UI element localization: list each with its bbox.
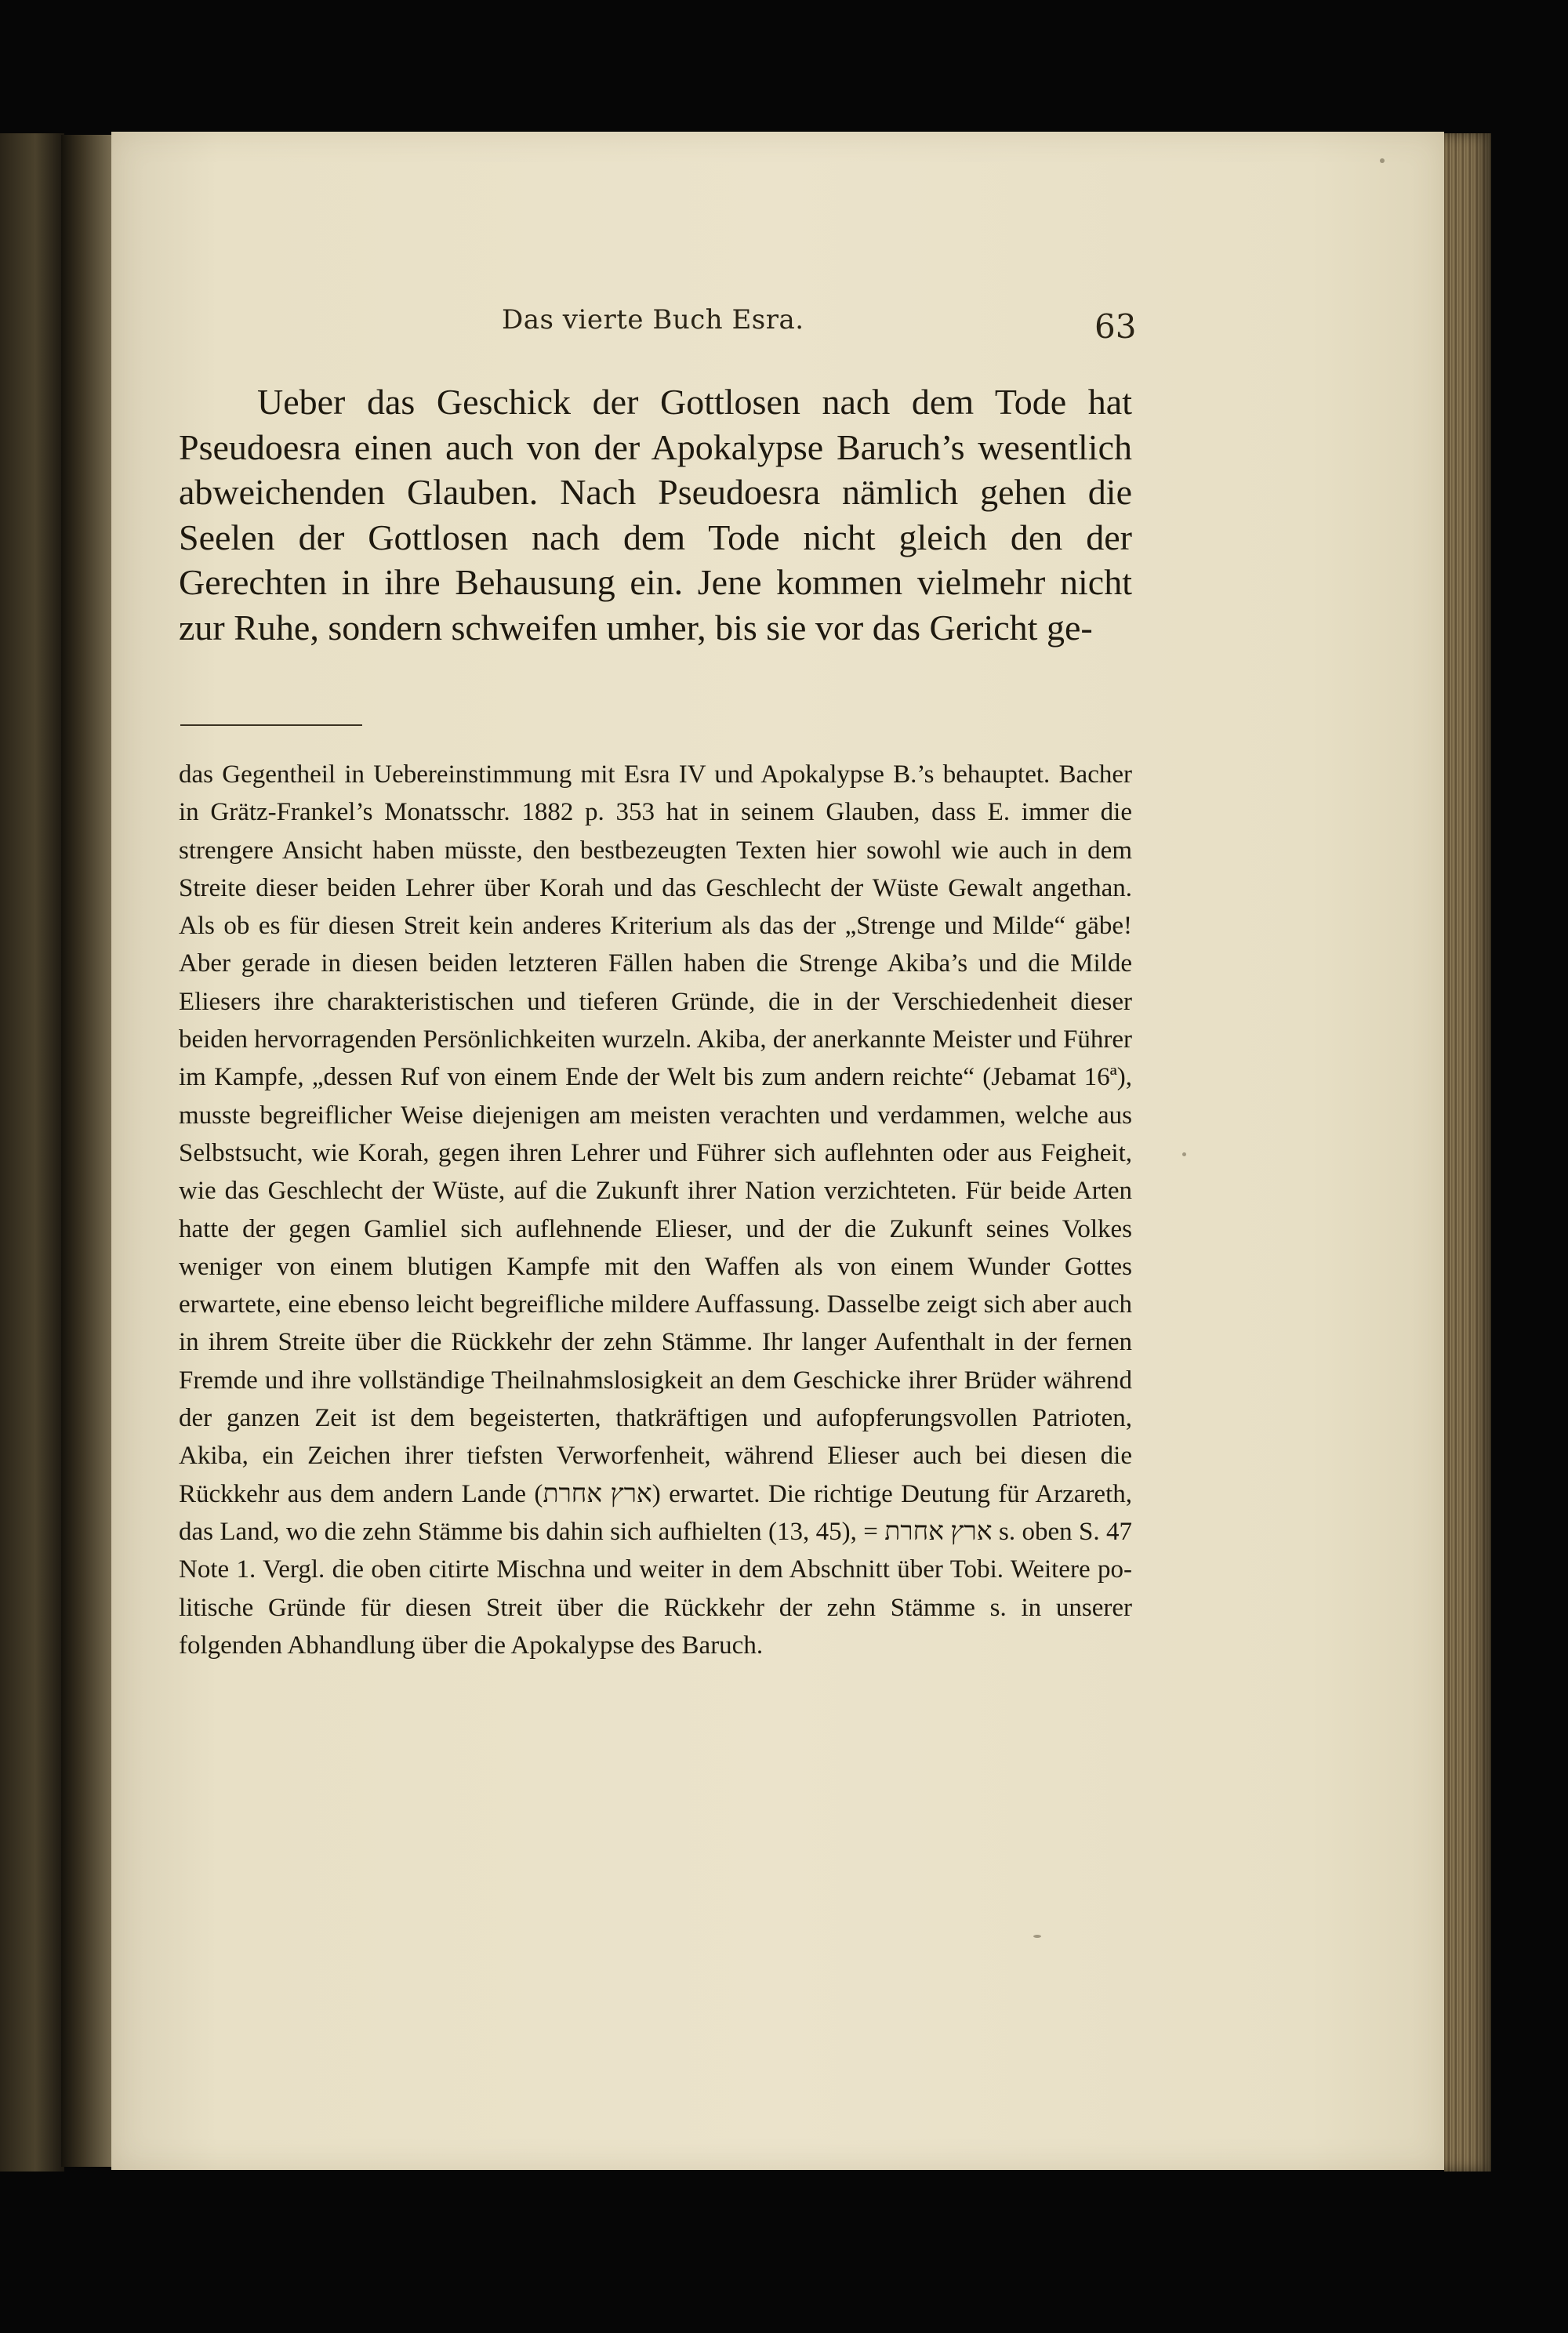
paper-speck <box>1380 158 1385 163</box>
footnote-paragraph: das Gegentheil in Uebereinstimmung mit Esra IV und Apokalypse B.’s behauptet. Bacher in Grätz-Frankel’s Monatsschr. 1882 p. 353 hat in seinem Glauben, dass E. immer die strengere Ansicht haben müsste, den bestbezeugten Texten hier sowohl wie auch in dem Streite dieser beiden Lehrer über Korah und das Geschlecht der Wüste Gewalt angethan. Als ob es für diesen Streit kein anderes Kriterium als das der „Strenge und Milde“ gäbe! Aber gerade in diesen beiden letzteren Fällen haben die Strenge Akiba’s und die Milde Eliesers ihre charakteristischen und tieferen Gründe, die in der Verschiedenheit dieser beiden hervorragenden Persönlichkeiten wurzeln. Akiba, der anerkannte Meister und Führer im Kampfe, „dessen Ruf von einem Ende der Welt bis zum andern reichte“ (Jebamat 16ª), musste begreiflicher Weise diejenigen am meisten verachten und verdammen, welche aus Selbstsucht, wie Korah, gegen ihren Lehrer und Führer sich auflehnten oder aus Feigheit, wie das Geschlecht der Wüste, auf die Zukunft ihrer Nation verzichteten. Für beide Arten hatte der gegen Gamliel sich auflehnende Elieser, und der die Zukunft seines Volkes weniger von einem blutigen Kampfe mit den Waffen als von einem Wunder Gottes erwartete, eine ebenso leicht begreifliche mildere Auffassung. Dasselbe zeigt sich aber auch in ihrem Streite über die Rückkehr der zehn Stämme. Ihr langer Aufenthalt in der fernen Fremde und ihre vollständige Theilnahmslosigkeit an dem Geschicke ihrer Brüder während der ganzen Zeit ist dem begeisterten, thatkräftigen und aufopferungsvollen Patrioten, Akiba, ein Zeichen ihrer tiefsten Verworfenheit, während Elieser auch bei diesen die Rückkehr aus dem andern Lande (ארץ אחרת) erwartet. Die richtige Deutung für Arzareth, das Land, wo die zehn Stämme bis dahin sich aufhielten (13, 45), = ארץ אחרת s. oben S. 47 Note 1. Vergl. die oben citirte Mischna und weiter in dem Abschnitt über Tobi. Weitere politische Gründe für diesen Streit über die Rückkehr der zehn Stämme s. in unserer folgenden Abhandlung über die Apokalypse des Baruch. <box>179 760 1133 1660</box>
page-number: 63 <box>1094 307 1137 346</box>
main-paragraph: Ueber das Geschick der Gottlosen nach dem Tode hat Pseudoesra einen auch von der Apokalypse Baruch’s wesentlich abweichenden Glauben. Nach Pseudoesra nämlich gehen die Seelen der Gottlosen nach dem Tode nicht gleich den der Gerechten in ihre Behausung ein. Jene kommen vielmehr nicht zur Ruhe, sondern schweifen umher, bis sie vor das Gericht ge- <box>179 382 1132 648</box>
paper-speck <box>1033 1935 1041 1938</box>
left-page-edge <box>0 133 64 2172</box>
page-fore-edge <box>1444 133 1491 2172</box>
book-gutter <box>61 135 113 2167</box>
paper-speck <box>1182 1152 1186 1156</box>
running-head: Das vierte Buch Esra. <box>502 304 804 336</box>
footnote-divider <box>180 724 362 726</box>
